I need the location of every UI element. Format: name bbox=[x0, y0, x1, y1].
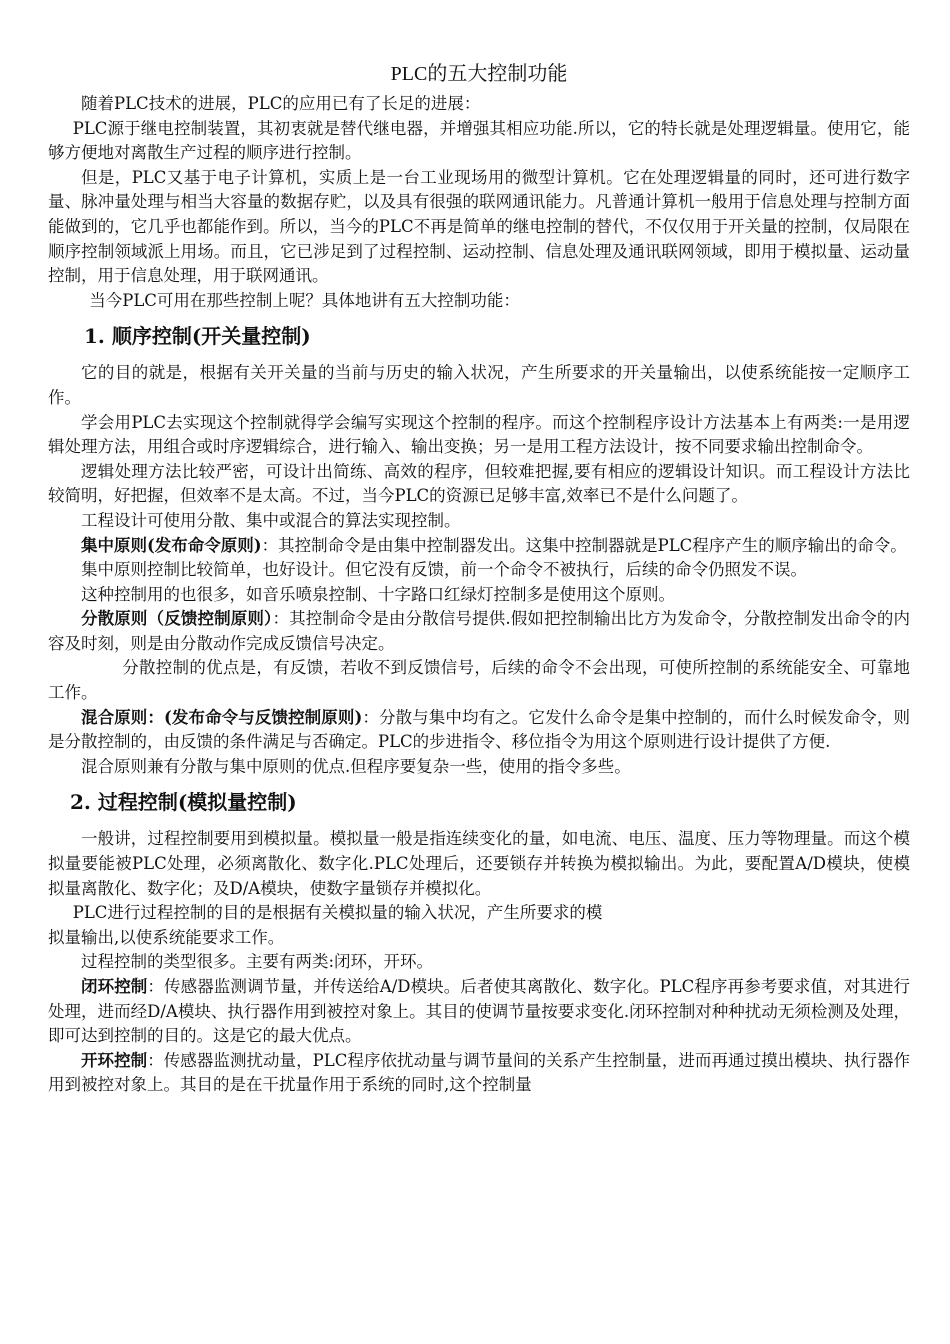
section-1-paragraph-1: 它的目的就是，根据有关开关量的当前与历史的输入状况，产生所要求的开关量输出，以使系统能按一定顺序工作。 bbox=[48, 363, 910, 407]
centralized-principle-paragraph bbox=[48, 534, 910, 559]
section-2-paragraph-1: 一般讲，过程控制要用到模拟量。模拟量一般是指连续变化的量，如电流、电压、温度、压力等物理量。而这个模拟量要能被PLC处理，必须离散化、数字化.PLC处理后，还要锁存并转换为模拟输出。为此，要配置A/D模块，使模拟量离散化、数字化；及D/A模块，使数字量锁存并模拟化。 bbox=[48, 829, 910, 898]
section-1-paragraph-7: 这种控制用的也很多，如音乐喷泉控制、十字路口红绿灯控制多是使用这个原则。 bbox=[81, 584, 675, 604]
section-1-paragraph-4: 工程设计可使用分散、集中或混合的算法实现控制。 bbox=[81, 510, 461, 530]
intro-paragraph-4: 当今PLC可用在那些控制上呢？具体地讲有五大控制功能： bbox=[89, 290, 520, 310]
hybrid-principle-label: 混合原则：(发布命令与反馈控制原则) bbox=[81, 707, 363, 727]
section-2-paragraph-2a: PLC进行过程控制的目的是根据有关模拟量的输入状况，产生所要求的模 bbox=[72, 903, 603, 923]
page-title: PLC的五大控制功能 bbox=[390, 63, 568, 85]
section-1-paragraph-11: 混合原则兼有分散与集中原则的优点.但程序要复杂一些，使用的指令多些。 bbox=[81, 756, 631, 776]
section-1-paragraph-3: 逻辑处理方法比较严密，可设计出简练、高效的程序，但较难把握,要有相应的逻辑设计知识。而工程设计方法比较简明，好把握，但效率不是太高。不过，当今PLC的资源已足够丰富,效率已不是什么问题了。 bbox=[48, 461, 910, 506]
section-2-heading: 2. 过程控制(模拟量控制) bbox=[70, 790, 297, 815]
section-2-paragraph-3: 过程控制的类型很多。主要有两类:闭环，开环。 bbox=[81, 952, 434, 972]
section-1-paragraph-9: 分散控制的优点是，有反馈，若收不到反馈信号，后续的命令不会出现，可使所控制的系统能安全、可靠地工作。 bbox=[48, 658, 910, 703]
closed-loop-label: 闭环控制 bbox=[81, 977, 148, 996]
open-loop-label: 开环控制 bbox=[81, 1050, 148, 1070]
section-2-paragraph-2b: 拟量输出,以使系统能要求工作。 bbox=[48, 927, 285, 947]
intro-paragraph-1: 随着PLC技术的进展，PLC的应用已有了长足的进展： bbox=[81, 94, 481, 113]
centralized-principle-text: ：其控制命令是由集中控制器发出。这集中控制器就是PLC程序产生的顺序输出的命令。 bbox=[261, 535, 907, 555]
closed-loop-paragraph bbox=[48, 975, 910, 1049]
intro-paragraph-3: 但是，PLC又基于电子计算机，实质上是一台工业现场用的微型计算机。它在处理逻辑量的同时，还可进行数字量、脉冲量处理与相当大容量的数据存贮，以及具有很强的联网通讯能力。凡普通计算机一般用于信息处理与控制方面能做到的，它几乎也都能作到。所以，当今的PLC不再是简单的继电控制的替代，不仅仅用于开关量的控制，仅局限在顺序控制领域派上用场。而且，它已涉足到了过程控制、运动控制、信息处理及通讯联网领域，即用于模拟量、运动量控制，用于信息处理，用于联网通讯。 bbox=[48, 167, 910, 286]
hybrid-principle-paragraph bbox=[48, 706, 910, 755]
distributed-principle-paragraph bbox=[48, 607, 910, 656]
closed-loop-text: ：传感器监测调节量，并传送给A/D模块。后者使其离散化、数字化。PLC程序再参考要求值，对其进行处理，进而经D/A模块、执行器作用到被控对象上。其目的使调节量按要求变化.闭环控制对种种扰动无须检测及处理，即可达到控制的目的。这是它的最大优点。 bbox=[48, 977, 911, 1046]
distributed-principle-text: ：其控制命令是由分散信号提供.假如把控制输出比方为发命令，分散控制发出命令的内容及时刻，则是由分散动作完成反馈信号决定。 bbox=[48, 609, 911, 653]
section-1-paragraph-2: 学会用PLC去实现这个控制就得学会编写实现这个控制的程序。而这个控制程序设计方法基本上有两类:一是用逻辑处理方法，用组合或时序逻辑综合，进行输入、输出变换；另一是用工程方法设计，按不同要求输出控制命令。 bbox=[48, 412, 910, 457]
distributed-principle-label: 分散原则（反馈控制原则） bbox=[81, 609, 273, 629]
intro-paragraph-2: PLC源于继电控制装置，其初衷就是替代继电器，并增强其相应功能.所以，它的特长就是处理逻辑量。使用它，能够方便地对离散生产过程的顺序进行控制。 bbox=[48, 118, 910, 163]
section-1-heading: 1. 顺序控制(开关量控制) bbox=[84, 324, 311, 349]
section-1-paragraph-6: 集中原则控制比较简单，也好设计。但它没有反馈，前一个命令不被执行，后续的命令仍照发不误。 bbox=[81, 560, 807, 580]
centralized-principle-label: 集中原则(发布命令原则) bbox=[81, 535, 262, 555]
hybrid-principle-text: ：分散与集中均有之。它发什么命令是集中控制的，而什么时候发命令，则是分散控制的，由反馈的条件满足与否确定。PLC的步进指令、移位指令为用这个原则进行设计提供了方便. bbox=[48, 707, 910, 752]
open-loop-text: ：传感器监测扰动量，PLC程序依扰动量与调节量间的关系产生控制量，进而再通过摸出模块、执行器作用到被控对象上。其目的是在干扰量作用于系统的同时,这个控制量 bbox=[48, 1050, 911, 1095]
open-loop-paragraph bbox=[48, 1049, 910, 1098]
